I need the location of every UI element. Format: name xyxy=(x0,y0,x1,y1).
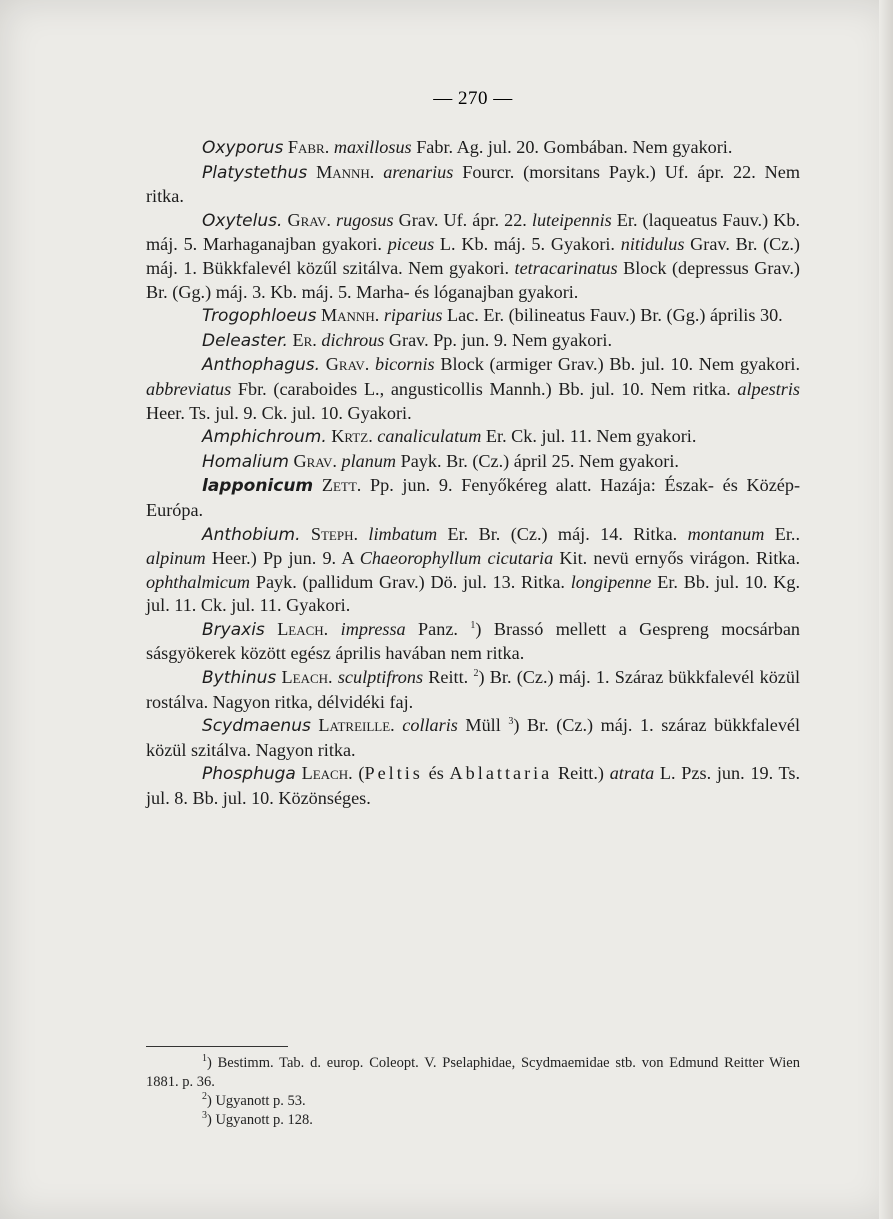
entry-phosphuga: Phosphuga Leach. (Peltis és Ablattaria Reitt.) atrata L. Pzs. jun. 19. Ts. jul. 8. Bb. jul. 10. Közönséges. xyxy=(146,763,801,809)
entry-oxytelus: Oxytelus. Grav. rugosus Grav. Uf. ápr. 22. luteipennis Er. (laqueatus Fauv.) Kb. máj. 5. Marhaganajban gyakori. piceus L. Kb. máj. 5. Gyakori. nitidulus Grav. Br. (Cz.) máj. 1. Bükkfalevél közűl szitálva. Nem gyakori. tetracarinatus Block (depressus Grav.) Br. (Gg.) máj. 3. Kb. máj. 5. Marha- és lóganajban gyakori. xyxy=(146,209,801,302)
entry-bryaxis: Bryaxis Leach. impressa Panz. $^1$) Brassó mellett a Gespreng mocsárban sásgyökerek között egész április havában nem ritka. xyxy=(146,618,801,664)
entry-scydmaenus: Scydmaenus Latreille. collaris Müll $^3$) Br. (Cz.) máj. 1. száraz bükkfalevél közül szitálva. Nagyon ritka. xyxy=(146,715,801,760)
entry-bythinus: Bythinus Leach. sculptifrons Reitt. $^2$) Br. (Cz.) máj. 1. Száraz bükkfalevél közül rostálva. Nagyon ritka, délvidéki faj. xyxy=(146,667,801,712)
page-number: — 270 — xyxy=(433,88,513,109)
entry-homalium: Homalium Grav. planum Payk. Br. (Cz.) ápril 25. Nem gyakori. xyxy=(202,450,679,472)
footnote-3: $^3$) Ugyanott p. 128. xyxy=(202,1110,313,1128)
footnote-2: $^2$) Ugyanott p. 53. xyxy=(202,1091,306,1109)
footnote-ref-1[interactable]: 1 xyxy=(470,619,476,631)
footnote-ref-2[interactable]: 2 xyxy=(473,668,479,679)
entry-anthobium: Anthobium. Steph. limbatum Er. Br. (Cz.) máj. 14. Ritka. montanum Er.. alpinum Heer.) Pp jun. 9. A Chaeorophyllum cicutaria Kit. nevü ernyős virágon. Ritka. ophthalmicum Payk. (pallidum Grav.) Dö. jul. 13. Ritka. longipenne Er. Bb. jul. 10. Kg. jul. 11. Ck. jul. 11. Gyakori. xyxy=(146,523,800,616)
entry-platystethus: Platystethus Mannh. arenarius Fourcr. (morsitans Payk.) Uf. ápr. 22. Nem ritka. xyxy=(146,161,801,207)
footnote-divider xyxy=(146,1046,288,1047)
footnotes xyxy=(146,1054,800,1130)
entry-deleaster: Deleaster. Er. dichrous Grav. Pp. jun. 9. Nem gyakori. xyxy=(202,329,613,351)
entry-trogophloeus: Trogophloeus Mannh. riparius Lac. Er. (bilineatus Fauv.) Br. (Gg.) április 30. xyxy=(202,305,783,327)
species-list xyxy=(146,136,800,811)
footnote-ref-3[interactable]: 3 xyxy=(508,716,514,728)
footnote-1: $^1$) Bestimm. Tab. d. europ. Coleopt. V. Pselaphidae, Scydmaemidae stb. von Edmund Reitter Wien 1881. p. 36. xyxy=(146,1053,800,1090)
entry-amphichroum: Amphichroum. Krtz. canaliculatum Er. Ck. jul. 11. Nem gyakori. xyxy=(202,426,697,448)
page-edge xyxy=(879,0,893,1219)
entry-anthophagus: Anthophagus. Grav. bicornis Block (armiger Grav.) Bb. jul. 10. Nem gyakori. abbreviatus Fbr. (caraboides L., angusticollis Mannh.) Bb. jul. 10. Nem ritka. alpestris Heer. Ts. jul. 9. Ck. jul. 10. Gyakori. xyxy=(146,354,801,423)
entry-lapponicum: lapponicum Zett. Pp. jun. 9. Fenyőkéreg alatt. Hazája: Észak- és Közép-Európa. xyxy=(146,475,800,520)
entry-oxyporus: Oxyporus Fabr. maxillosus Fabr. Ag. jul. 20. Gombában. Nem gyakori. xyxy=(202,137,733,158)
